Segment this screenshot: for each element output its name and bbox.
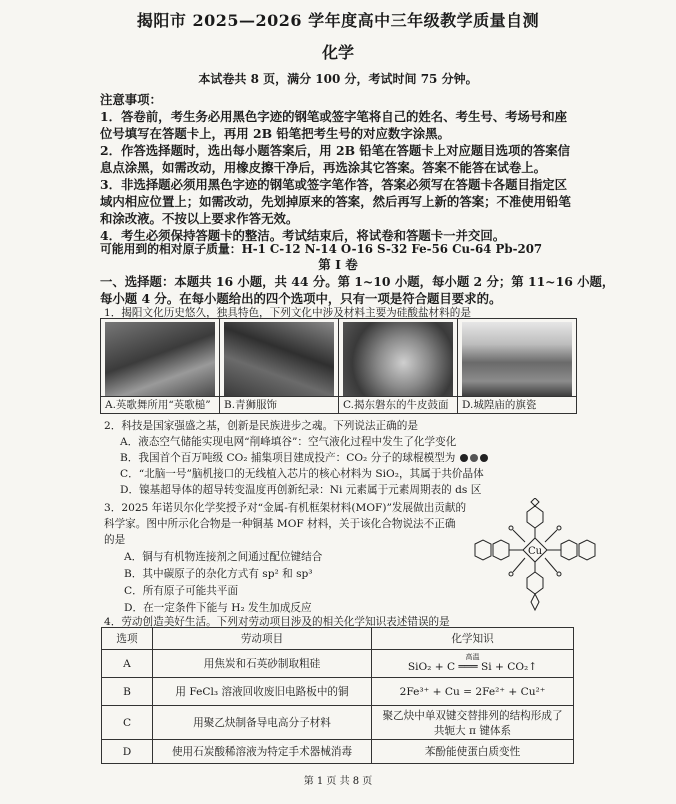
row-project: 用聚乙炔制备导电高分子材料 [153,706,372,740]
q1-image-table [100,318,577,414]
exam-meta: 本试卷共 8 页，满分 100 分，考试时间 75 分钟。 [198,72,478,86]
knowledge-line: 共轭大 π 键体系 [433,724,512,737]
reaction-condition: 高温 [465,653,480,661]
table-row [102,678,574,706]
photo-lion-costume [224,322,334,396]
question-3-stem: 的是 [104,534,126,546]
header-option: 选项 [102,628,153,650]
photo-dancers [105,322,215,396]
row-project: 使用石炭酸稀溶液为特定手术器械消毒 [153,740,372,764]
photo-drum [343,322,453,396]
q1-option-a [101,319,220,413]
q3-option-b: B．其中碳原子的杂化方式有 sp² 和 sp³ [124,568,313,580]
q2-option-b-text: B．我国首个百万吨级 CO₂ 捕集项目建成投产：CO₂ 分子的球棍模型为 [120,452,456,464]
header-project: 劳动项目 [153,628,372,650]
q1-option-label: D.城隍庙的旗瓷 [458,396,576,413]
row-option: A [102,650,153,678]
reaction-equation: SiO₂ + C ═══ Si + CO₂↑ [407,661,538,673]
note-line: 3．非选择题必须用黑色字迹的钢笔或签字笔作答，答案必须写在答题卡各题目指定区 [100,177,568,192]
question-3-stem: 3．2025 年诺贝尔化学奖授予对“金属-有机框架材料(MOF)”发展做出贡献的 [104,502,467,514]
q1-option-c [339,319,458,413]
q1-option-label: A.英歌舞所用“英歌槌” [101,396,219,413]
row-knowledge: 苯酚能使蛋白质变性 [372,740,574,764]
subject-title: 化学 [321,43,354,62]
q1-option-b [220,319,339,413]
q3-option-c: C．所有原子可能共平面 [124,585,239,597]
section-instructions: 一、选择题：本题共 16 小题，共 44 分。第 1~10 小题，每小题 2 分；第 11~16 小题， [100,274,615,289]
question-1-stem: 1．揭阳文化历史悠久，独具特色，下列文化中涉及材料主要为硅酸盐材料的是 [104,307,471,319]
q2-option-a: A．液态空气储能实现电网“削峰填谷”：空气液化过程中发生了化学变化 [120,436,457,448]
q3-option-a: A．铜与有机物连接剂之间通过配位键结合 [124,551,323,563]
q1-option-label: C.揭东磐东的牛皮鼓面 [339,396,457,413]
table-row [102,740,574,764]
co2-ball-stick-model-icon [459,452,489,464]
page-footer: 第 1 页 共 8 页 [303,776,373,787]
header-knowledge: 化学知识 [372,628,574,650]
note-line: 2．作答选择题时，选出每小题答案后，用 2B 铅笔在答题卡上对应题目选项的答案信 [100,143,571,158]
atomic-masses: 可能用到的相对原子质量：H-1 C-12 N-14 O-16 S-32 Fe-56 Cu-64 Pb-207 [100,242,543,256]
q4-table [101,627,574,764]
row-knowledge [372,650,574,678]
q2-option-d: D．镍基超导体的超导转变温度再创新纪录：Ni 元素属于元素周期表的 ds 区 [120,484,482,496]
question-4-stem: 4．劳动创造美好生活。下列对劳动项目涉及的相关化学知识表述错误的是 [104,616,450,628]
volume-title: 第 I 卷 [318,257,358,272]
note-line: 息点涂黑，如需改动，用橡皮擦干净后，再选涂其它答案。答案不能答在试卷上。 [100,160,547,175]
q1-option-d [458,319,576,413]
table-header-row [102,628,574,650]
section-instructions: 每小题 4 分。在每小题给出的四个选项中，只有一项是符合题目要求的。 [100,291,502,306]
note-line: 4．考生必须保持答题卡的整洁。考试结束后，将试卷和答题卡一并交回。 [100,228,506,243]
table-row [102,706,574,740]
row-knowledge: 2Fe³⁺ + Cu = 2Fe²⁺ + Cu²⁺ [372,678,574,706]
question-2-stem: 2．科技是国家强盛之基，创新是民族进步之魂。下列说法正确的是 [104,420,418,432]
note-line: 和涂改液。不按以上要求作答无效。 [100,211,299,226]
row-project: 用焦炭和石英砂制取粗硅 [153,650,372,678]
note-line: 域内相应位置上；如需改动，先划掉原来的答案，然后再写上新的答案；不准使用铅笔 [100,194,571,209]
question-3-stem: 科学家。图中所示化合物是一种铜基 MOF 材料，关于该化合物说法不正确 [104,518,456,530]
cu-mof-structure-figure [465,498,605,618]
q2-option-b [120,450,489,465]
table-row [102,650,574,678]
exam-title: 揭阳市 2025—2026 学年度高中三年级教学质量自测 [136,11,540,30]
q3-option-d: D．在一定条件下能与 H₂ 发生加成反应 [124,602,312,614]
row-option: C [102,706,153,740]
cu-center-label: Cu [527,546,543,557]
row-option: B [102,678,153,706]
row-option: D [102,740,153,764]
note-line: 1．答卷前，考生务必用黑色字迹的钢笔或签字笔将自己的姓名、考生号、考场号和座 [100,109,568,124]
photo-temple-roof [462,322,572,396]
note-line: 位号填写在答题卡上，再用 2B 铅笔把考生号的对应数字涂黑。 [100,126,450,141]
row-project: 用 FeCl₃ 溶液回收废旧电路板中的铜 [153,678,372,706]
row-knowledge [372,706,574,740]
notes-heading: 注意事项： [100,92,162,107]
knowledge-line: 聚乙炔中单双键交替排列的结构形成了 [382,709,563,722]
q1-option-label: B.青狮服饰 [220,396,338,413]
q2-option-c: C．“北脑一号”脑机接口的无线植入芯片的核心材料为 SiO₂，其属于共价晶体 [120,468,484,480]
